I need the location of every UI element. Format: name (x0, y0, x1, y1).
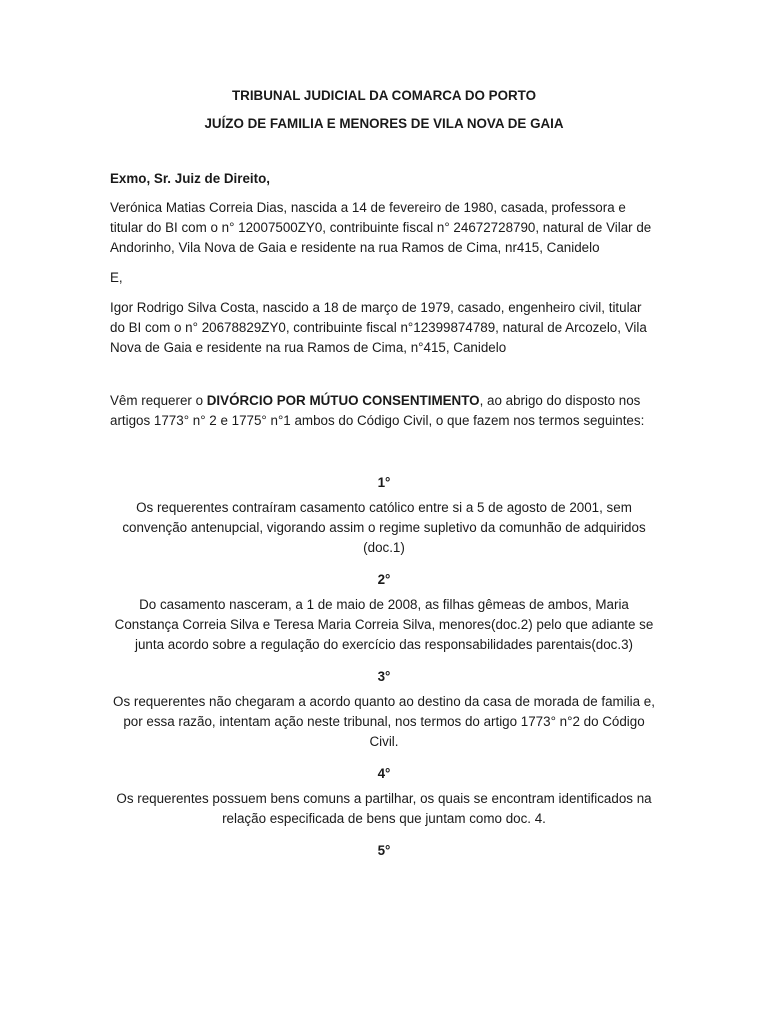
salutation: Exmo, Sr. Juiz de Direito, (110, 171, 270, 186)
article-number-4: 4° (377, 766, 391, 781)
party2-identification: Igor Rodrigo Silva Costa, nascido a 18 de março de 1979, casado, engenheiro civil, titular do BI com o n° 20678829ZY0, contribuinte fiscal n°12399874789, natural de Arcozelo, Vila Nova de Gaia e residente na rua Ramos de Cima, n°415, Canidelo (110, 300, 647, 355)
article-text-4: Os requerentes possuem bens comuns a partilhar, os quais se encontram identificados na relação especificada de bens que juntam como doc. 4. (116, 791, 652, 826)
court-title: TRIBUNAL JUDICIAL DA COMARCA DO PORTO (231, 88, 537, 103)
article-text-2: Do casamento nasceram, a 1 de maio de 2008, as filhas gêmeas de ambos, Maria Constança Correia Silva e Teresa Maria Correia Silva, menores(doc.2) pelo que adiante se junta acordo sobre a regulação do exercício das responsabilidades parentais(doc.3) (114, 597, 654, 652)
article-number-5: 5° (377, 843, 391, 858)
request-paragraph (110, 391, 658, 431)
article-text-3: Os requerentes não chegaram a acordo quanto ao destino da casa de morada de familia e, por essa razão, intentam ação neste tribunal, nos termos do artigo 1773° n°2 do Código Civil. (113, 694, 655, 749)
article-number-2: 2° (377, 572, 391, 587)
article-text-1: Os requerentes contraíram casamento católico entre si a 5 de agosto de 2001, sem convenção antenupcial, vigorando assim o regime supletivo da comunhão de adquiridos (doc.1) (122, 500, 646, 555)
article-number-1: 1° (377, 475, 391, 490)
articles-list (110, 473, 658, 860)
division-title: JUÍZO DE FAMILIA E MENORES DE VILA NOVA DE GAIA (204, 116, 564, 131)
conjunction: E, (110, 270, 123, 285)
request-text-after: , ao abrigo do disposto nos artigos 1773° n° 2 e 1775° n°1 ambos do Código Civil, o que fazem nos termos seguintes: (110, 393, 645, 428)
party1-identification: Verónica Matias Correia Dias, nascida a 14 de fevereiro de 1980, casada, professora e titular do BI com o n° 12007500ZY0, contribuinte fiscal n° 24672728790, natural de Vilar de Andorinho, Vila Nova de Gaia e residente na rua Ramos de Cima, nr415, Canidelo (110, 200, 652, 255)
request-highlight: DIVÓRCIO POR MÚTUO CONSENTIMENTO (206, 393, 480, 408)
request-text-before: Vêm requerer o (110, 393, 207, 408)
article-number-3: 3° (377, 669, 391, 684)
